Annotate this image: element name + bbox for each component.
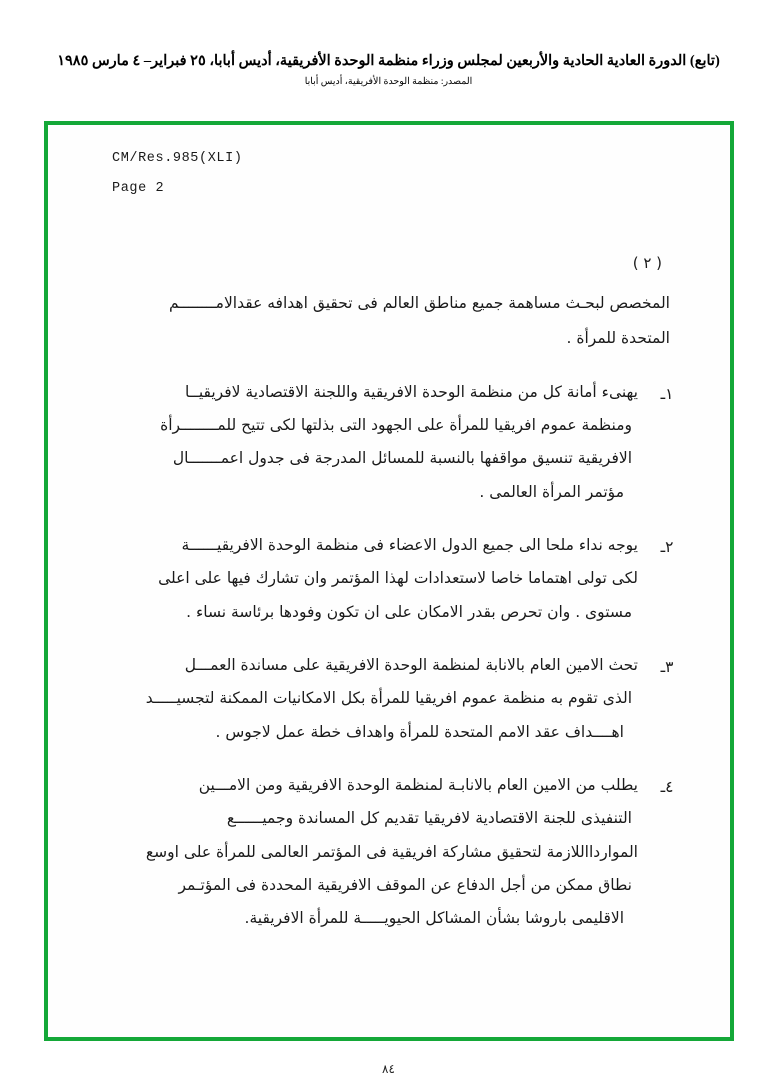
header-title: (تابع) الدورة العادية الحادية والأربعين لمجلس وزراء منظمة الوحدة الأفريقية، أديس أبابا، ٢٥ فبراير– ٤ مارس ١٩٨٥ xyxy=(57,53,720,69)
document-reference-block xyxy=(112,151,696,196)
item-marker: ١ـ xyxy=(660,384,674,403)
item-line: يهنىء أمانة كل من منظمة الوحدة الافريقية واللجنة الاقتصادية لافريقيــا xyxy=(185,382,638,401)
document-content xyxy=(48,125,730,1037)
preamble-paragraph xyxy=(90,286,670,356)
numbered-item xyxy=(82,376,696,509)
item-line: الذى تقوم به منظمة عموم افريقيا للمرأة بكل الامكانيات الممكنة لتجسيـــــد xyxy=(145,689,632,708)
item-line: الافريقية تنسيق مواقفها بالنسبة للمسائل المدرجة فى جدول اعمـــــــال xyxy=(172,449,632,468)
item-line: مستوى . وان تحرص بقدر الامكان على ان تكون وفودها برئاسة نساء . xyxy=(186,602,632,621)
item-line: ومنظمة عموم افريقيا للمرأة على الجهود التى بذلتها لكى تتيح للمــــــــرأة xyxy=(160,416,632,435)
item-line: يوجه نداء ملحا الى جميع الدول الاعضاء فى منظمة الوحدة الافريقيــــــة xyxy=(181,536,638,555)
page-header xyxy=(0,52,777,87)
item-marker: ٢ـ xyxy=(660,538,674,557)
document-reference-code: CM/Res.985(XLI) xyxy=(112,151,243,166)
item-line: التنفيذى للجنة الاقتصادية لافريقيا تقديم كل المساندة وجميــــــع xyxy=(226,809,632,828)
item-line: الاقليمى باروشا بشأن المشاكل الحيويـــــة للمرأة الافريقية. xyxy=(244,909,624,928)
item-marker: ٣ـ xyxy=(660,657,674,676)
item-line: مؤتمر المرأة العالمى . xyxy=(479,482,624,501)
item-line: تحث الامين العام بالانابة لمنظمة الوحدة الافريقية على مساندة العمـــل xyxy=(184,655,638,674)
folio-number: ٨٤ xyxy=(382,1062,395,1076)
item-marker: ٤ـ xyxy=(660,777,674,796)
item-line: اهــــداف عقد الامم المتحدة للمرأة واهداف خطة عمل لاجوس . xyxy=(215,722,624,741)
item-line: لكى تولى اهتماما خاصا لاستعدادات لهذا المؤتمر وان تشارك فيها على اعلى xyxy=(158,569,638,588)
item-text xyxy=(82,649,638,749)
clause-marker: ( ٢ ) xyxy=(632,254,662,273)
header-source: المصدر: منظمة الوحدة الأفريقية، أديس أبابا xyxy=(304,76,473,87)
item-line: نطاق ممكن من أجل الدفاع عن الموقف الافريقية المحددة فى المؤتـمر xyxy=(178,875,632,894)
scanned-document-frame xyxy=(44,121,734,1041)
numbered-item xyxy=(82,769,696,936)
numbered-item xyxy=(82,529,696,629)
document-page-label: Page 2 xyxy=(112,180,165,196)
item-text xyxy=(82,376,638,509)
item-line: يطلب من الامين العام بالانابـة لمنظمة الوحدة الافريقية ومن الامـــين xyxy=(198,775,638,794)
preamble-line: المتحدة للمرأة . xyxy=(566,328,670,347)
preamble-line: المخصص لبحـث مساهمة جميع مناطق العالم فى تحقيق اهدافه عقدالامــــــــم xyxy=(169,294,670,313)
item-text xyxy=(82,769,638,936)
item-line: المواردااللازمة لتحقيق مشاركة افريقية فى المؤتمر العالمى للمرأة على اوسع xyxy=(145,842,638,861)
item-text xyxy=(82,529,638,629)
document-body xyxy=(82,254,696,935)
numbered-item xyxy=(82,649,696,749)
